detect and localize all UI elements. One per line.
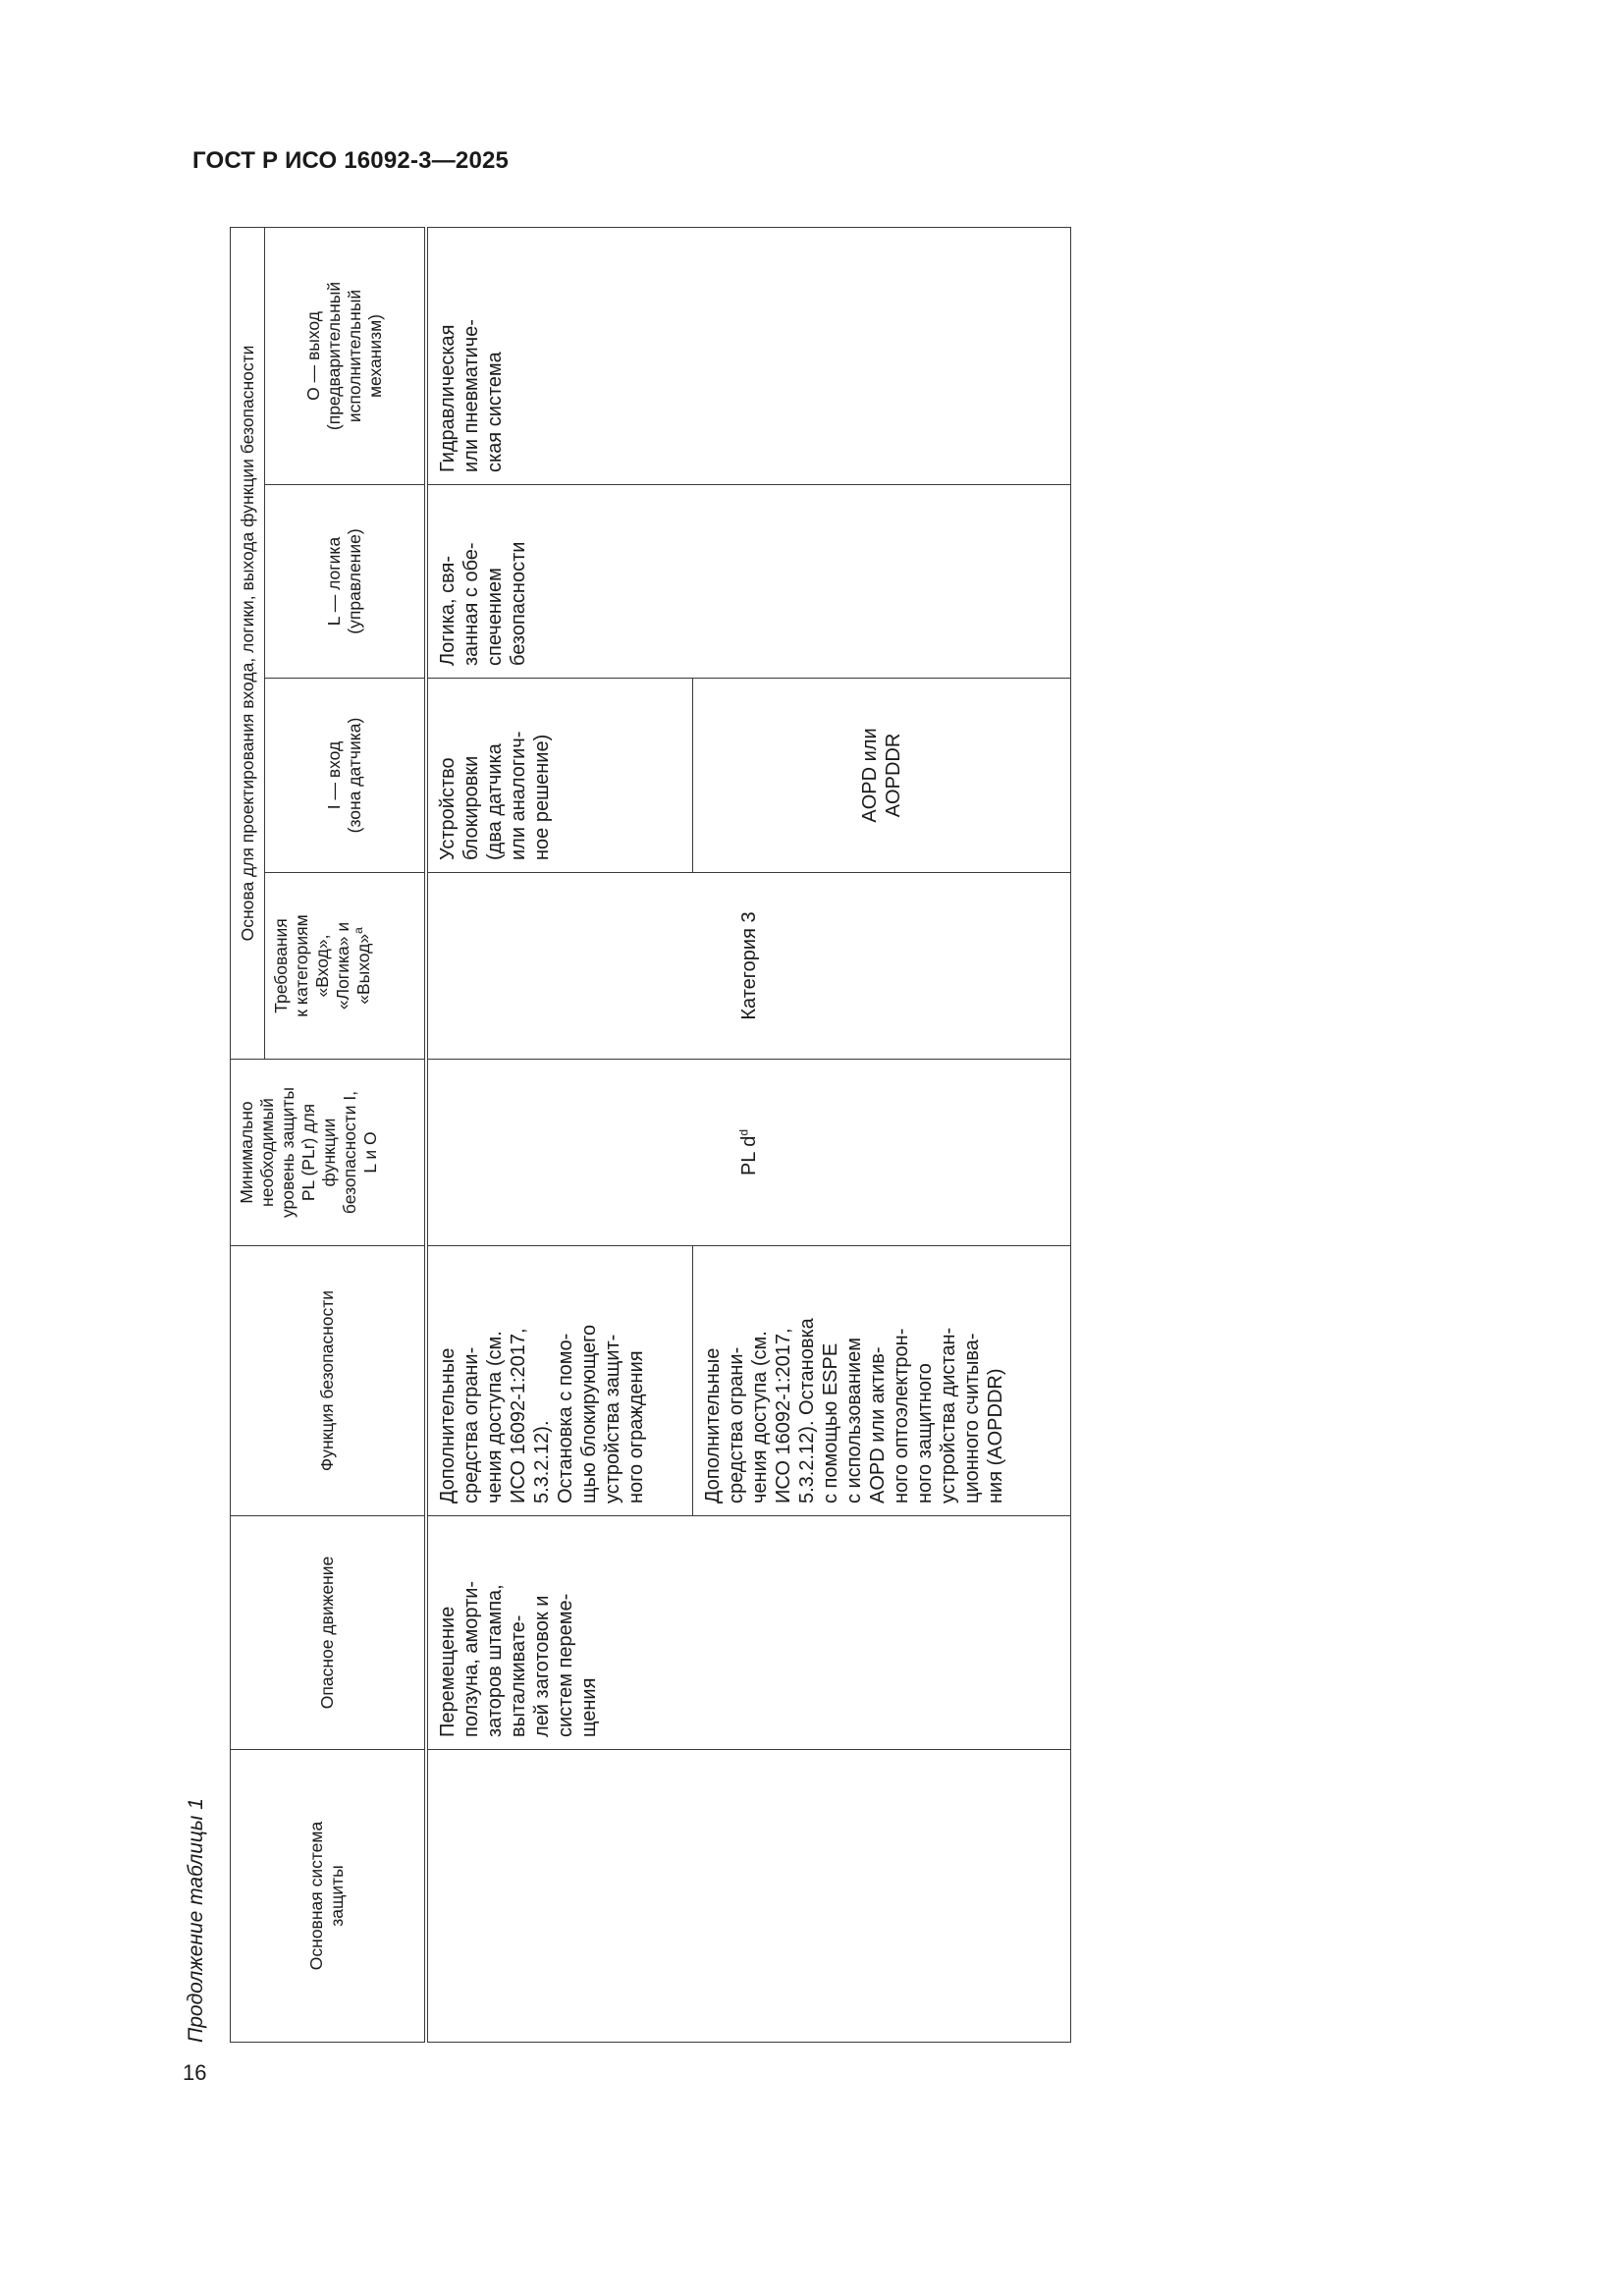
header-input: I — вход (зона датчика): [265, 679, 426, 873]
page-number: 16: [183, 2060, 207, 2085]
cell-category: Категория 3: [426, 873, 1071, 1060]
header-logic: L — логика (управление): [265, 485, 426, 679]
cell-basic-system: [426, 1750, 1071, 2043]
header-output: O — выход (предварительный исполнительный механизм): [265, 227, 426, 484]
cell-safety-function-interlock: Дополнительные средства ограни- чения доступа (см. ИСО 16092-1:2017, 5.3.2.12). Остановка с помо- щью блокирующего устройства защит- ного ограждения: [426, 1246, 693, 1516]
cell-safety-function-espe: Дополнительные средства ограни- чения доступа (см. ИСО 16092-1:2017, 5.3.2.12). Остановка с помощью ESPE с использованием AOPD или актив- ного оптоэлектрон- ного защитного устройства дистан- ционного считыва- ния (AOPDDR): [693, 1246, 1071, 1516]
cell-hazard-motion: Перемещение ползуна, аморти- заторов штампа, выталкивате- лей заготовок и систем переме- щения: [426, 1516, 1071, 1750]
safety-functions-table: [230, 227, 1071, 2043]
document-code: ГОСТ Р ИСО 16092-3—2025: [192, 147, 510, 174]
header-basic-system: Основная система защиты: [231, 1750, 426, 2043]
cell-min-pl: PL $d^d$: [426, 1060, 1071, 1246]
header-min-pl: Минимально необходимый уровень защиты PL (PLr) для функции безопасности I, L и O: [231, 1060, 426, 1246]
table-caption: Продолжение таблицы 1: [185, 1798, 207, 2043]
rotated-table-area: [183, 228, 1070, 2043]
header-category-req: Требования к категориям «Вход», «Логика» и «Выход»$^a$: [265, 873, 426, 1060]
cell-output: Гидравлическая или пневматиче- ская система: [426, 227, 1071, 484]
header-hazard-motion: Опасное движение: [231, 1516, 426, 1750]
cell-input-interlock: Устройство блокировки (два датчика или аналогич- ное решение): [426, 679, 693, 873]
cell-logic: Логика, свя- занная с обе- спечением безопасности: [426, 485, 1071, 679]
header-safety-function: Функция безопасности: [231, 1246, 426, 1516]
header-basis-group: Основа для проектирования входа, логики, выхода функции безопасности: [231, 227, 265, 1059]
cell-input-aopd: AOPD или AOPDDR: [693, 679, 1071, 873]
